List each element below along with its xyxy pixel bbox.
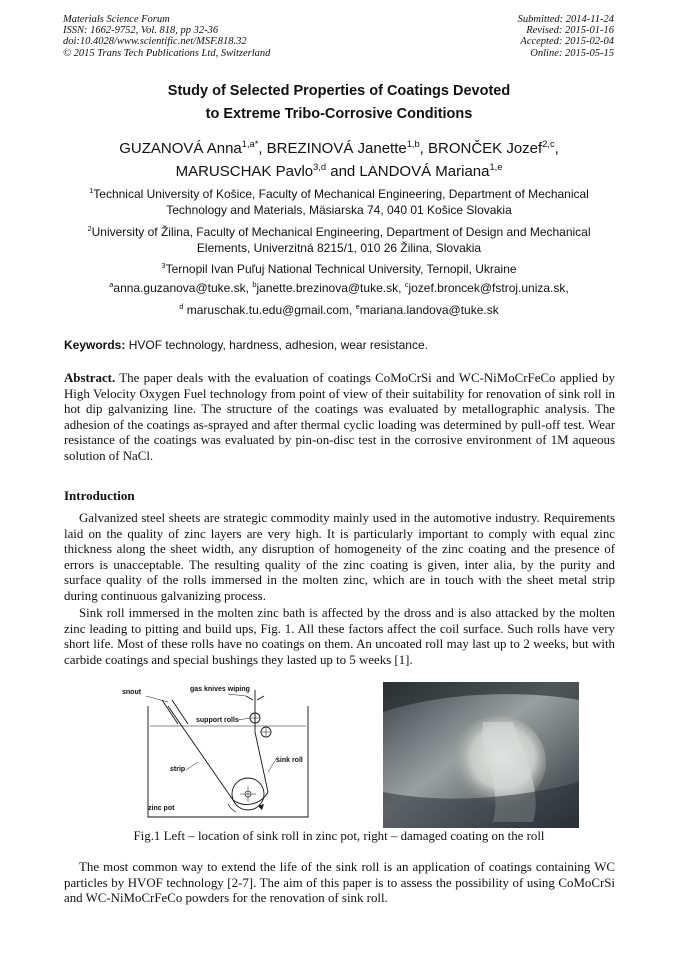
affiliation-number: 3 bbox=[161, 261, 166, 270]
affiliation-number: 1 bbox=[89, 186, 94, 195]
author-affil: 1,b bbox=[406, 139, 420, 149]
paragraph-text: Galvanized steel sheets are strategic commodity mainly used in the automotive industry. Requirements laid on the quality of zinc layers are very high. It is particularly important to comply with equal zinc thickness along the sheet width, any disruption of homogeneity of the zinc coating and the presence of errors is unacceptable. The resulting quality of the zinc coating is given, inter alia, by the purity and surface quality of the rolls immersed in the molten zinc, which are in touch with the sheet metal strip during continuous galvanizing process. bbox=[64, 511, 615, 603]
revised-date: Revised: 2015-01-16 bbox=[526, 25, 614, 37]
title-line-2: to Extreme Tribo-Corrosive Conditions bbox=[205, 106, 473, 122]
paragraph-text: The most common way to extend the life of the sink roll is an application of coatings containing WC particles by HVOF technology [2-7]. The aim of this paper is to assess the possibility of using CoMoCrSi and WC-NiMoCrFeCo powders for the renovation of sink roll. bbox=[64, 860, 615, 906]
email-link[interactable]: mariana.landova@tuke.sk bbox=[359, 303, 499, 317]
author-affil: 1,e bbox=[489, 162, 503, 172]
affiliation-number: 2 bbox=[87, 224, 92, 233]
label-zinc-pot: zinc pot bbox=[148, 805, 175, 812]
diagram-lines bbox=[146, 690, 308, 817]
online-date: Online: 2015-05-15 bbox=[530, 47, 614, 59]
submission-dates bbox=[518, 14, 614, 59]
damaged-roll-photo bbox=[383, 682, 579, 828]
affiliation-1 bbox=[60, 187, 618, 218]
accepted-date: Accepted: 2015-02-04 bbox=[520, 36, 614, 48]
email-link[interactable]: maruschak.tu.edu@gmail.com, bbox=[183, 303, 356, 317]
author-name: GUZANOVÁ Anna bbox=[119, 140, 242, 157]
email-link[interactable]: jozef.broncek@fstroj.uniza.sk, bbox=[408, 281, 569, 295]
keywords-text: HVOF technology, hardness, adhesion, wear resistance. bbox=[125, 338, 428, 352]
keywords-label: Keywords: bbox=[64, 338, 126, 352]
journal-name: Materials Science Forum bbox=[63, 14, 170, 25]
abstract bbox=[64, 371, 615, 465]
intro-paragraph-1 bbox=[64, 511, 615, 605]
affiliation-text: University of Žilina, Faculty of Mechanical Engineering, Department of Design and Mechanical Elements, Univerzitná 8215/1, 010 26 Žilina, Slovakia bbox=[91, 225, 591, 255]
rotation-arrow bbox=[228, 804, 236, 812]
section-heading-introduction: Introduction bbox=[64, 488, 135, 503]
submitted-date: Submitted: 2014-11-24 bbox=[517, 14, 614, 25]
strip-up bbox=[255, 732, 268, 792]
author-line-1 bbox=[0, 137, 678, 160]
author-line-2 bbox=[0, 160, 678, 183]
journal-doi: doi:10.4028/www.scientific.net/MSF.818.32 bbox=[63, 36, 247, 48]
label-sink-roll: sink roll bbox=[276, 757, 303, 764]
journal-copyright: © 2015 Trans Tech Publications Ltd, Switzerland bbox=[63, 47, 271, 59]
photo-render bbox=[383, 682, 579, 828]
label-snout: snout bbox=[122, 689, 142, 696]
sink-roll-diagram bbox=[118, 682, 370, 822]
author-name: and LANDOVÁ Mariana bbox=[326, 163, 490, 180]
author-name: , BREZINOVÁ Janette bbox=[258, 140, 407, 157]
affiliation-2 bbox=[60, 225, 618, 256]
figure-caption: Fig.1 Left – location of sink roll in zinc pot, right – damaged coating on the roll bbox=[133, 829, 545, 843]
author-name: , BRONČEK Jozef bbox=[419, 140, 543, 157]
email-link[interactable]: anna.guzanova@tuke.sk, bbox=[113, 281, 253, 295]
author-name: MARUSCHAK Pavlo bbox=[175, 163, 314, 180]
label-strip: strip bbox=[170, 766, 186, 773]
affiliation-text: Technical University of Košice, Faculty of Mechanical Engineering, Department of Mechanical Technology and Materials, Mäsiarska 74, 040 01 Košice Slovakia bbox=[93, 187, 589, 217]
intro-paragraph-3 bbox=[64, 860, 615, 907]
author-affil: 2,c bbox=[542, 139, 555, 149]
paragraph-text: Sink roll immersed in the molten zinc bath is affected by the dross and is also attacked by the molten zinc leading to pitting and build ups, Fig. 1. All these factors affect the coil surface. Such rolls have very short life. Most of these rolls have no coatings on them. An uncoated roll may last up to 2 weeks, but with carbide coatings and special bushings they lasted up to 5 weeks [1]. bbox=[64, 606, 615, 667]
paper-title bbox=[0, 80, 678, 126]
title-line-1: Study of Selected Properties of Coatings Devoted bbox=[167, 83, 511, 99]
author-affil: 1,a* bbox=[241, 139, 259, 149]
author-affil: 3,d bbox=[313, 162, 327, 172]
email-link[interactable]: janette.brezinova@tuke.sk, bbox=[256, 281, 405, 295]
affiliation-text: Ternopil Ivan Puľuj National Technical University, Ternopil, Ukraine bbox=[165, 262, 517, 276]
journal-info bbox=[63, 14, 270, 59]
email-line-1: $^a$anna.guzanova@tuke.sk, $^b$janette.brezinova@tuke.sk, $^c$jozef.broncek@fstroj.uniza.sk, bbox=[109, 280, 569, 295]
journal-issn: ISSN: 1662-9752, Vol. 818, pp 32-36 bbox=[63, 25, 219, 37]
author-separator: , bbox=[554, 140, 559, 157]
abstract-text: The paper deals with the evaluation of coatings CoMoCrSi and WC-NiMoCrFeCo applied by High Velocity Oxygen Fuel technology from point of view of their suitability for renovation of sink roll in hot dip galvanizing line. The structure of the coatings was evaluated by metallographic analysis. The adhesion of the coatings as-sprayed and after thermal cyclic loading was determined by pull-off test. Wear resistance of the coatings was evaluated by pin-on-disc test in the corrosive environment of 1M aqueous solution of NaCl. bbox=[64, 371, 615, 463]
label-gas-knives: gas knives wiping bbox=[190, 686, 250, 693]
abstract-label: Abstract. bbox=[64, 371, 116, 385]
affiliation-3 bbox=[60, 262, 618, 278]
intro-paragraph-2 bbox=[64, 606, 615, 668]
email-line-2: $^d$ maruschak.tu.edu@gmail.com, $^e$mariana.landova@tuke.sk bbox=[179, 302, 499, 317]
label-support-rolls: support rolls bbox=[196, 717, 239, 724]
snout-shape bbox=[162, 700, 188, 724]
author-list bbox=[0, 137, 678, 183]
keywords bbox=[64, 338, 616, 352]
